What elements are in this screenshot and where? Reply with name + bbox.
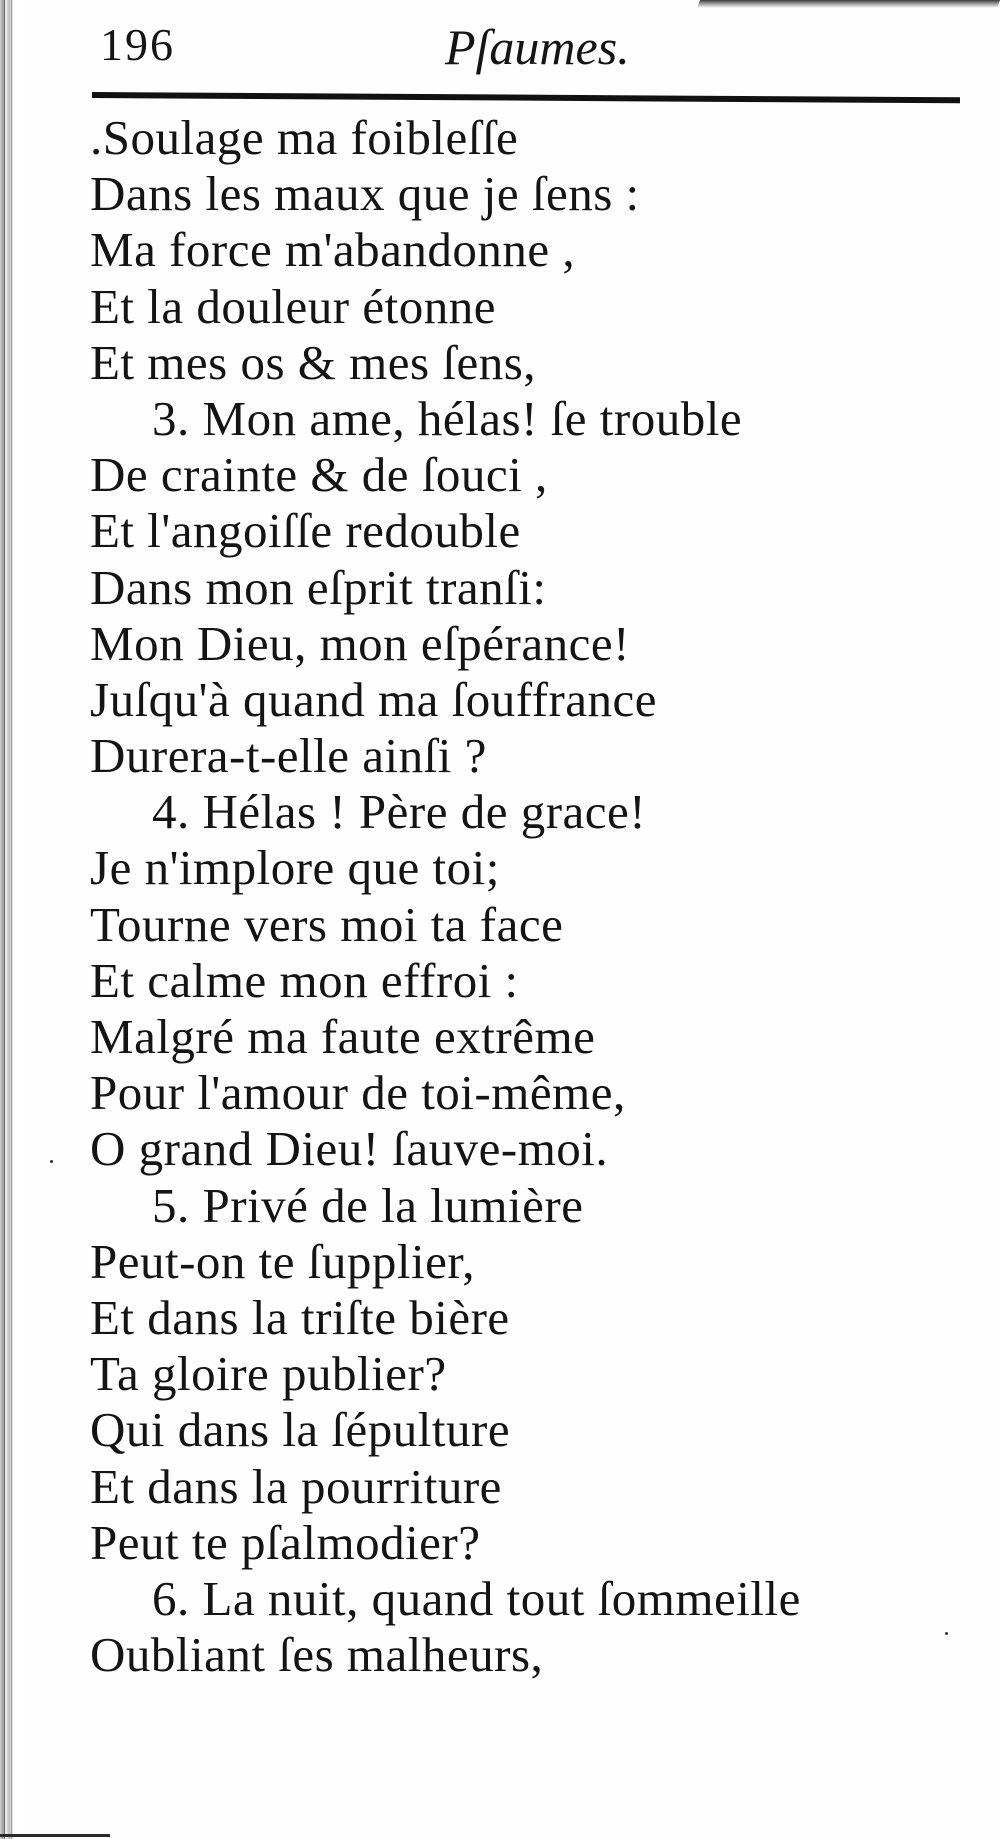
verse-line: Et mes os & mes ſens, bbox=[90, 334, 537, 390]
verse-line: O grand Dieu! ſauve-moi. bbox=[90, 1121, 609, 1177]
verse-line: Et dans la triſte bière bbox=[90, 1289, 510, 1345]
verse-line: Juſqu'à quand ma ſouffrance bbox=[90, 671, 658, 727]
verse-line: Et dans la pourriture bbox=[90, 1458, 502, 1514]
verse-line: Pour l'amour de toi-même, bbox=[90, 1065, 626, 1121]
verse-line: Mon Dieu, mon eſpérance! bbox=[90, 615, 630, 671]
verse-line: Et l'angoiſſe redouble bbox=[90, 503, 521, 559]
verse-line: Et la douleur étonne bbox=[90, 278, 496, 334]
verse-line: Dans les maux que je ſens : bbox=[90, 166, 640, 222]
verse-line: 4. Hélas ! Père de grace! bbox=[152, 784, 647, 840]
header-rule bbox=[92, 92, 960, 103]
binding-line bbox=[4, 0, 5, 1839]
verse-line: 6. La nuit, quand tout ſommeille bbox=[152, 1570, 801, 1626]
verse-line: 5. Privé de la lumière bbox=[152, 1177, 584, 1233]
verse-line: 3. Mon ame, hélas! ſe trouble bbox=[152, 390, 743, 446]
page-corner-shadow bbox=[696, 0, 1000, 10]
binding-line bbox=[11, 0, 12, 1839]
paper-speck bbox=[945, 1632, 948, 1635]
verse-line: Dans mon eſprit tranſi: bbox=[90, 559, 547, 615]
verse-line: Et calme mon effroi : bbox=[90, 952, 519, 1008]
verse-line: Durera-t-elle ainſi ? bbox=[90, 728, 487, 784]
running-title: Pſaumes. bbox=[445, 19, 630, 75]
verse-line: Tourne vers moi ta face bbox=[90, 896, 564, 952]
verse-line: Ma force m'abandonne , bbox=[90, 222, 576, 278]
verse-line: .Soulage ma foibleſſe bbox=[90, 110, 519, 165]
verse-line: Ta gloire publier? bbox=[90, 1346, 447, 1402]
verse-line: Malgré ma faute extrême bbox=[90, 1009, 596, 1064]
verse-line: Je n'implore que toi; bbox=[90, 840, 500, 896]
psalm-text bbox=[90, 110, 960, 1683]
verse-line: Peut te pſalmodier? bbox=[90, 1514, 481, 1570]
bottom-edge-mark bbox=[0, 1834, 110, 1837]
verse-line: De crainte & de ſouci , bbox=[90, 447, 548, 503]
verse-line: Peut-on te ſupplier, bbox=[90, 1233, 475, 1289]
verse-line: Qui dans la ſépulture bbox=[90, 1402, 511, 1458]
page-number: 196 bbox=[100, 19, 175, 70]
page-header bbox=[100, 18, 920, 88]
verse-line: Oubliant ſes malheurs, bbox=[90, 1627, 544, 1683]
paper-speck bbox=[50, 1160, 53, 1163]
